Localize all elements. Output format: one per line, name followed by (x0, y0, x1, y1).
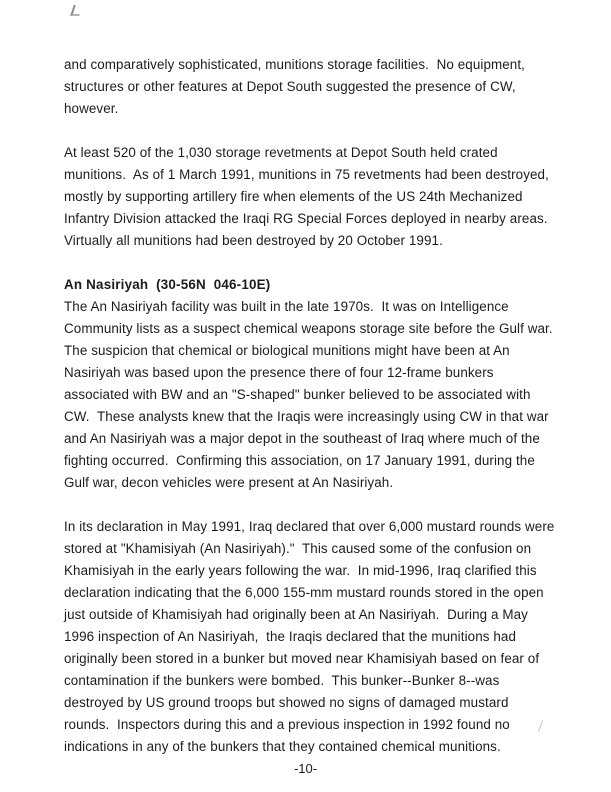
paragraph-depot-south-revetments: At least 520 of the 1,030 storage revetments at Depot South held crated munitions. As of 1 March 1991, munitions in 75 revetments had been destroyed, mostly by supporting artillery fire when elements of the US 24th Mechanized Infantry Division attacked the Iraqi RG Special Forces deployed in nearby areas. Virtually all munitions had been destroyed by 20 October 1991. (64, 145, 556, 248)
document-body (64, 54, 561, 780)
paragraph-an-nasiriyah-history: The An Nasiriyah facility was built in the late 1970s. It was on Intelligence Community lists as a suspect chemical weapons storage site before the Gulf war. The suspicion that chemical or biological munitions might have been at An Nasiriyah was based upon the presence there of four 12-frame bunkers associated with BW and an "S-shaped" bunker believed to be associated with CW. These analysts knew that the Iraqis were increasingly using CW in that war and An Nasiriyah was a major depot in the southeast of Iraq where much of the fighting occurred. Confirming this association, on 17 January 1991, during the Gulf war, decon vehicles were present at An Nasiriyah. (64, 299, 561, 490)
scan-artifact (70, 5, 83, 16)
page-number: -10- (293, 761, 318, 776)
section-heading-an-nasiriyah: An Nasiriyah (30-56N 046-10E) (64, 277, 271, 292)
paragraph-depot-south-continuation: and comparatively sophisticated, munitions storage facilities. No equipment, structures or other features at Depot South suggested the presence of CW, however. (64, 57, 529, 116)
paragraph-khamisiyah-declaration: In its declaration in May 1991, Iraq declared that over 6,000 mustard rounds were stored at "Khamisiyah (An Nasiriyah)." This caused some of the confusion on Khamisiyah in the early years following the war. In mid-1996, Iraq clarified this declaration indicating that the 6,000 155-mm mustard rounds stored in the open just outside of Khamisiyah had originally been at An Nasiriyah. During a May 1996 inspection of An Nasiriyah, the Iraqis declared that the munitions had originally been stored in a bunker but moved near Khamisiyah based on fear of contamination if the bunkers were bombed. This bunker--Bunker 8--was destroyed by US ground troops but showed no signs of damaged mustard rounds. Inspectors during this and a previous inspection in 1992 found no indications in any of the bunkers that they contained chemical munitions. (64, 519, 559, 754)
